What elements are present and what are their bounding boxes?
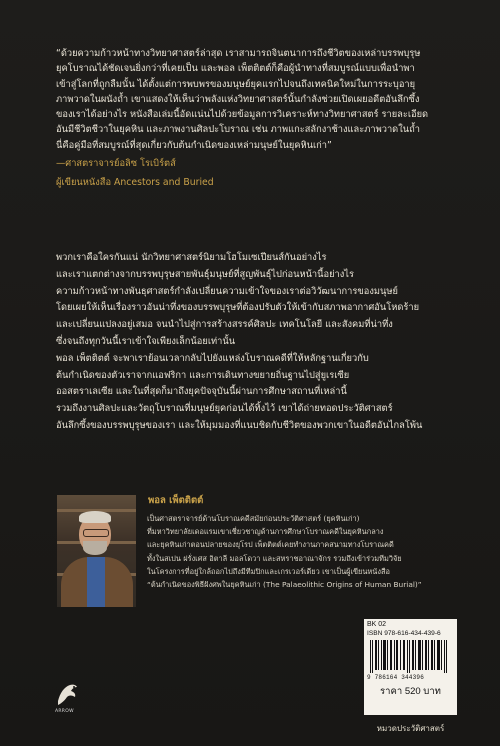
synopsis-line: ซึ่งจนถึงทุกวันนี้เราเข้าใจเพียงเล็กน้อยเท่านั้น (56, 335, 236, 347)
bio-line: เป็นศาสตราจารย์ด้านโบราณคดีสมัยก่อนประวัติศาสตร์ (ยุคหินเก่า) (147, 514, 360, 523)
bio-line: ในโครงการที่อยู่ใกล้ถอกไปถึงมีทีมปิกและเกรเวอร์เดียว เขาเป็นผู้เขียนหนังสือ (147, 566, 390, 576)
bio-line: ที่มหาวิทยาลัยเดอแรมเขาเชี่ยวชาญด้านการศึกษาโบราณคดีในยุคหินกลาง (147, 527, 384, 537)
synopsis-line: ต้นกำเนิดของตัวเราจากแอฟริกา และการเดินทางขยายถิ่นฐานไปสู่ยูเรเซีย (56, 369, 350, 381)
synopsis-line: พอล เพ็ตติตต์ จะพาเราย้อนเวลากลับไปยังแหล่งโบราณคดีที่ให้หลักฐานเกี่ยวกับ (56, 352, 369, 364)
quote-line: นี่คือคู่มือที่สมบูรณ์ที่สุดเกี่ยวกับต้นกำเนิดของเหล่ามนุษย์ในยุคหินเก่า” (56, 139, 332, 151)
synopsis-line: พวกเราคือใครกันแน่ นักวิทยาศาสตร์นิยามโฮโมเซเปียนส์กันอย่างไร (56, 252, 327, 263)
synopsis-line: ออสตราเลเซีย และในที่สุดก็มาถึงยุคปัจจุบันนี้ผ่านการศึกษาสถานที่เหล่านี้ (56, 386, 347, 398)
synopsis-line: อันลึกซึ้งของบรรพบุรุษของเรา และให้มุมมองที่แนบชิดกับชีวิตของพวกเขาในอดีตอันไกลโพ้น (56, 419, 423, 431)
author-photo (57, 495, 136, 607)
publisher-logo-icon (54, 679, 80, 709)
quote-author-role: ผู้เขียนหนังสือ Ancestors and Buried (56, 177, 214, 189)
isbn-box (364, 619, 457, 715)
category-label: หมวดประวัติศาสตร์ (376, 724, 445, 733)
quote-line: ภาพวาดในผนังถ้ำ เขาแสดงให้เห็นว่าพลังแห่งวิทยาศาสตร์นั้นกำลังช่วยเปิดเผยอดีตอันลึกซึ้ง (56, 93, 420, 105)
isbn-number: ISBN 978-616-434-439-6 (367, 630, 441, 637)
author-name: พอล เพ็ตติตต์ (148, 495, 204, 506)
quote-line: “ด้วยความก้าวหน้าทางวิทยาศาสตร์ล่าสุด เราสามารถจินตนาการถึงชีวิตของเหล่าบรรพบุรุษ (56, 48, 421, 59)
synopsis-line: และเปลี่ยนแปลงอยู่เสมอ จนนำไปสู่การสร้างสรรค์ศิลปะ เทคโนโลยี และสังคมที่น่าทึ่ง (56, 319, 393, 331)
synopsis (56, 250, 456, 435)
synopsis-line: และเราแตกต่างจากบรรพบุรุษสายพันธุ์มนุษย์ที่สูญพันธุ์ไปก่อนหน้านี้อย่างไร (56, 268, 354, 280)
publisher-name: ARROW (55, 709, 74, 714)
bio-line: “ต้นกำเนิดของพิธีฝังศพในยุคหินเก่า (The Palaeolithic Origins of Human Burial)” (147, 580, 422, 590)
quote-line: ยุคโบราณได้ชัดเจนยิ่งกว่าที่เคยเป็น และพอล เพ็ตติตต์ก็คือผู้นำทางที่สมบูรณ์แบบเพื่อนำพา (56, 63, 415, 75)
author-bio (147, 512, 457, 591)
quote-line: เข้าสู่โลกที่ถูกลืมนั้น ได้ตั้งแต่การพบพรของมนุษย์ยุคแรกไปจนถึงเทคนิคใหม่ในการระบุอายุ (56, 78, 416, 90)
quote-author: —ศาสตราจารย์อลิซ โรเบิร์ตส์ (56, 158, 176, 170)
series-code: BK 02 (367, 621, 387, 628)
synopsis-line: รวมถึงงานศิลปะและวัตถุโบราณที่มนุษย์ยุคก่อนได้ทิ้งไว้ เขาได้ถ่ายทอดประวัติศาสตร์ (56, 403, 393, 415)
quote-line: อันมีชีวิตชีวาในยุคหิน และภาพงานศิลปะโบราณ เช่น ภาพแกะสลักงาช้างและภาพวาดในถ้ำ (56, 124, 420, 136)
bio-line: ทั้งในสเปน ฝรั่งเศส อิตาลี มอลโดวา และสหราชอาณาจักร รวมถึงเข้าร่วมทีมวิจัย (147, 553, 402, 563)
endorsement-quote (56, 46, 456, 190)
barcode-digits: 9 786164 344396 (367, 674, 425, 681)
price-label: ราคา 520 บาท (380, 686, 441, 697)
barcode-icon (368, 640, 453, 673)
bio-line: และยุคหินเก่าตอนปลายของยุโรป เพ็ตติตต์เคยทำงานภาคสนามทางโบราณคดี (147, 540, 394, 550)
synopsis-line: ความก้าวหน้าทางพันธุศาสตร์กำลังเปลี่ยนความเข้าใจของเราต่อวิวัฒนาการของมนุษย์ (56, 285, 398, 297)
quote-line: ของเราได้อย่างไร หนังสือเล่มนี้อัดแน่นไปด้วยข้อมูลการวิเคราะห์ทางวิทยาศาสตร์ รายละเอียด (56, 109, 429, 121)
synopsis-line: โดยเผยให้เห็นเรื่องราวอันน่าทึ่งของบรรพบุรุษที่ต้องปรับตัวให้เข้ากับสภาพอากาศอันโหดร้าย (56, 302, 420, 314)
